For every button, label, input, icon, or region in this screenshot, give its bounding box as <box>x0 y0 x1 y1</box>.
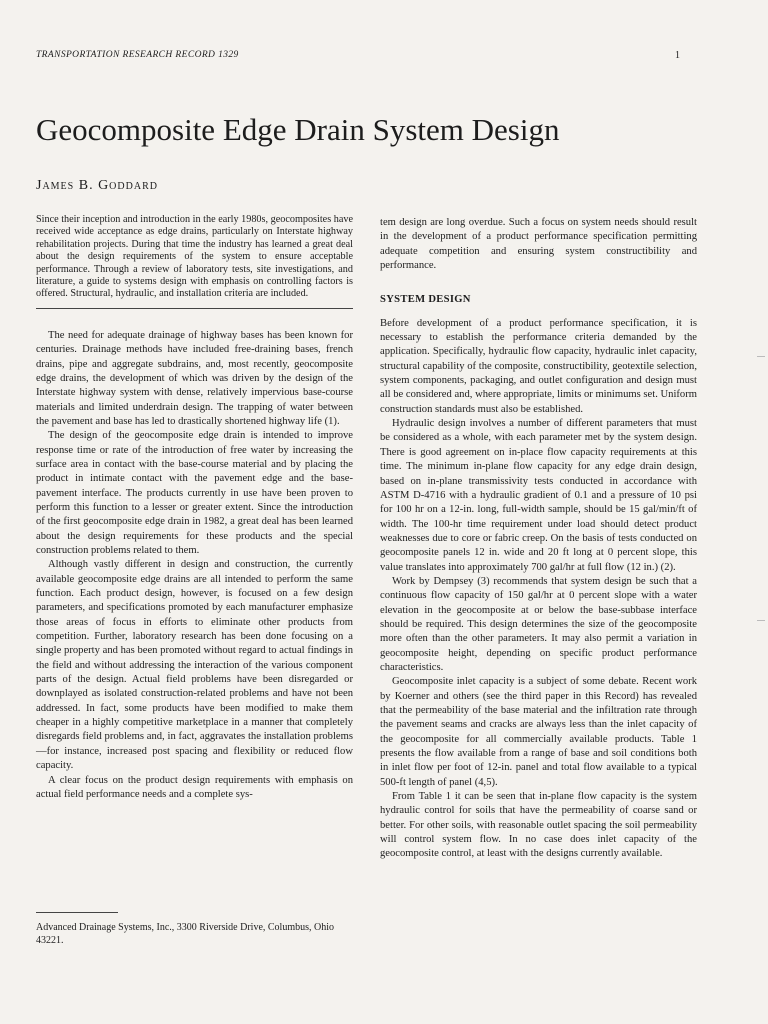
section-heading: SYSTEM DESIGN <box>380 294 471 306</box>
right-column <box>380 216 697 862</box>
body-paragraph: Hydraulic design involves a number of different parameters that must be considered as a whole, with each parameter met by the system design. There is good agreement on in-place flow capacity requirements at this time. The minimum in-plane flow capacity for any edge drain design, based on in-plane transmissivity tests conducted in accordance with ASTM D-4716 with a hydraulic gradient of 0.1 and a pressure of 10 psi for 100 hr on a 12-in. long, full-width sample, should be 15 gal/min/ft of width. The 100-hr time requirement under load should detect product weaknesses due to core or fabric creep. On the basis of tests conducted on geocomposite panels 12 in. wide and 20 ft long at 0 percent slope, this value translates into approximately 700 gal/hr at full flow (12 in.) (2). <box>380 418 697 573</box>
body-paragraph: tem design are long overdue. Such a focus on system needs should result in the development of a product performance specification permitting adequate competition and ensuring system constructibility and performance. <box>380 217 697 272</box>
footnote-divider <box>36 912 118 913</box>
body-paragraph: The design of the geocomposite edge drain is intended to improve response time or rate of the introduction of free water by increasing the surface area in contact with the base-course material and by placing the product in intimate contact with the pavement edge and the base-pavement interface. The products currently in use have been proven to perform this function to a lesser or greater extent. Since the introduction of the first geocomposite edge drain in 1982, a great deal has been learned about the design requirements for these products and the special construction problems related to them. <box>36 430 353 556</box>
body-paragraph: Geocomposite inlet capacity is a subject of some debate. Recent work by Koerner and others (see the third paper in this Record) has revealed that the permeability of the base material and the infiltration rate through the pavement seams and cracks are always less than the inlet capacity of the geocomposite for all commercially available products. Table 1 presents the flow available from a range of base and soil conditions both in inlet flow per foot of 12-in. panel and total flow available to a typical 500-ft length of panel (4,5). <box>380 676 697 788</box>
page-number: 1 <box>675 50 680 61</box>
body-paragraph: From Table 1 it can be seen that in-plane flow capacity is the system hydraulic control for soils that have the permeability of coarse sand or better. For other soils, with reasonable outlet spacing the soil permeability will control system flow. In no case does inlet capacity of the geocomposite control, at least with the designs currently available. <box>380 791 697 860</box>
abstract: Since their inception and introduction in the early 1980s, geocomposites have received wide acceptance as edge drains, particularly on Interstate highway rehabilitation projects. During that time the industry has learned a great deal about the design requirements of the system to ensure acceptable performance. Through a review of laboratory tests, site investigations, and literature, a guide to systems design with emphasis on controlling factors is offered. Structural, hydraulic, and installation criteria are included. <box>36 214 353 300</box>
body-paragraph: The need for adequate drainage of highway bases has been known for centuries. Drainage methods have included free-draining bases, french drains, pipe and aggregate subdrains, and, most recently, geocomposite edge drains, the development of which was driven by the design of the Interstate highway system with dense, relatively impervious base-course materials and limited underdrain design. The trapping of water between the pavement and base has led to drastically shortened highway life (1). <box>36 329 353 427</box>
article-title: Geocomposite Edge Drain System Design <box>36 112 560 147</box>
left-column <box>36 214 353 802</box>
body-paragraph: Work by Dempsey (3) recommends that system design be such that a continuous flow capacity of 150 gal/hr at 0 percent slope with a water elevation in the geocomposite at or below the base-subbase interface should be required. This design determines the size of the geocomposite more often than the other parameters. It may also permit a variation in geocomposite height, depending on specific product performance characteristics. <box>380 575 697 673</box>
body-paragraph: Although vastly different in design and construction, the currently available geocomposite edge drains are all intended to perform the same function. Each product design, however, is focused on a few design parameters, and specifications promoted by each manufacturer emphasize those areas of focus in efforts to eliminate other products from competition. Further, laboratory research has been done focusing on a single property and has been promoted without regard to actual findings in the field and without addressing the interaction of the various component parts of the design. Actual field problems have been disregarded or downplayed as isolated construction-related problems and have not been addressed. In fact, some products have been modified to make them cheaper in a highly competitive marketplace in a manner that completely disregards field problems and, in fact, aggravates the installation problems—for instance, increased post spacing and flexibility or reduced flow capacity. <box>36 559 353 772</box>
scan-mark <box>757 620 765 621</box>
running-head: TRANSPORTATION RESEARCH RECORD 1329 <box>36 50 239 60</box>
scan-mark <box>757 356 765 357</box>
abstract-divider <box>36 308 353 309</box>
footnote: Advanced Drainage Systems, Inc., 3300 Riverside Drive, Columbus, Ohio 43221. <box>36 922 335 946</box>
body-paragraph: A clear focus on the product design requirements with emphasis on actual field performance needs and a complete sys- <box>36 774 353 800</box>
body-paragraph: Before development of a product performance specification, it is necessary to establish the performance criteria demanded by the application. Specifically, hydraulic flow capacity, hydraulic inlet capacity, structural capability of the composite, constructibility, geotextile selection, system components, packaging, and outlet configuration and design must all be considered and, where appropriate, limits or minimums set. Uniform construction standards must also be established. <box>380 317 697 415</box>
author-name: James B. Goddard <box>36 178 158 193</box>
